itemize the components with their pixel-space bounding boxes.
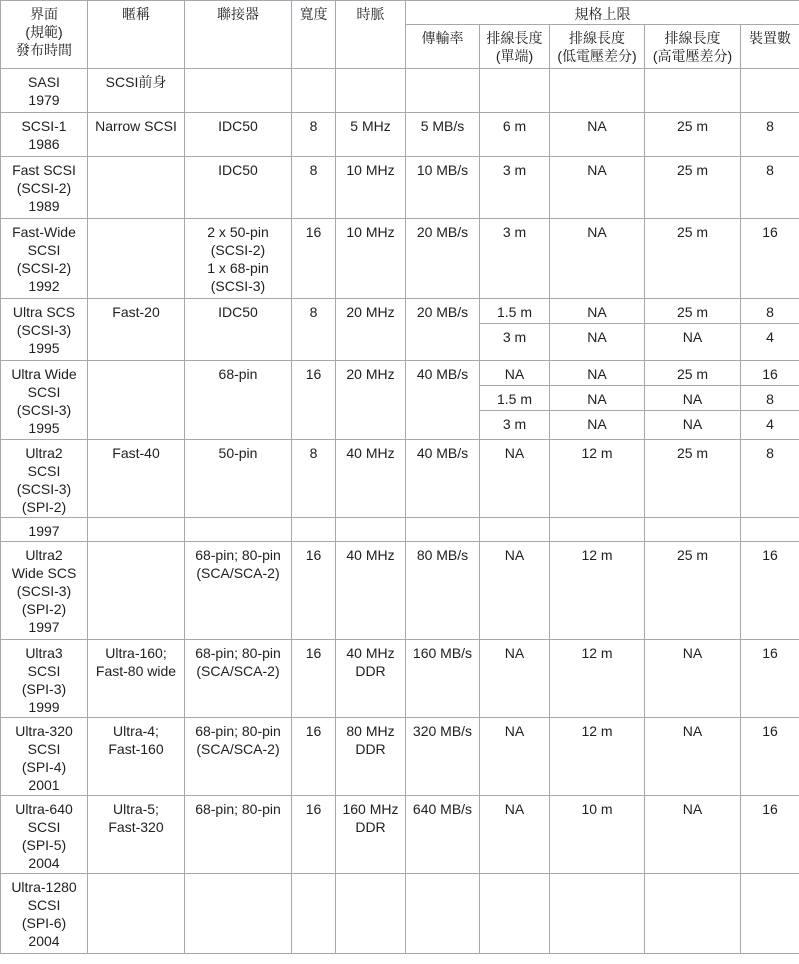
width-cell: 16	[292, 718, 336, 796]
len-lvd-cell: 12 m	[550, 718, 645, 796]
interface-cell-line: SCSI	[27, 819, 61, 835]
nickname-cell	[88, 113, 185, 157]
nickname-cell	[88, 361, 185, 440]
interface-cell-line: SCSI	[27, 663, 61, 679]
len-single-ended-cell: 3 m	[480, 324, 550, 361]
clock-cell	[336, 113, 406, 157]
table-body	[1, 69, 799, 954]
len-hvd-cell: NA	[645, 718, 741, 796]
connector-cell	[185, 796, 292, 874]
len-hvd-cell: 25 m	[645, 299, 741, 324]
connector-cell-line: 68-pin; 80-pin	[195, 547, 281, 563]
interface-cell-line: SCSI-1	[21, 118, 67, 134]
interface-cell-line: Ultra2	[25, 547, 63, 563]
rate-cell: 160 MB/s	[406, 640, 480, 718]
nickname-cell	[88, 219, 185, 299]
nickname-cell-line: Fast-320	[108, 819, 164, 835]
len-hvd-cell: NA	[645, 796, 741, 874]
rate-cell: 40 MB/s	[406, 361, 480, 440]
rate-cell	[406, 874, 480, 954]
devices-cell: 8	[741, 113, 799, 157]
table-row	[1, 640, 799, 718]
header-interface	[1, 1, 88, 69]
connector-cell-line: IDC50	[218, 304, 258, 320]
clock-cell-line: 160 MHz	[342, 801, 399, 817]
len-single-ended-cell	[480, 874, 550, 954]
connector-cell-line: (SCA/SCA-2)	[196, 565, 280, 581]
header-len-se-line2: (單端)	[495, 48, 534, 64]
interface-cell	[1, 542, 88, 640]
interface-cell-line: SASI	[28, 74, 60, 90]
interface-cell-line: Ultra SCS	[12, 304, 76, 320]
len-single-ended-cell	[480, 518, 550, 542]
nickname-cell	[88, 157, 185, 219]
interface-cell	[1, 718, 88, 796]
nickname-cell-line: Ultra-4;	[113, 723, 159, 739]
table-row	[1, 542, 799, 640]
len-single-ended-cell: NA	[480, 718, 550, 796]
rate-cell	[406, 69, 480, 113]
devices-cell: 16	[741, 219, 799, 299]
devices-cell	[741, 69, 799, 113]
interface-cell-line: 1986	[28, 136, 60, 152]
interface-cell-line: 1989	[28, 198, 60, 214]
table-row	[1, 69, 799, 113]
interface-cell-line: (SCSI-3)	[16, 402, 72, 418]
nickname-cell	[88, 640, 185, 718]
devices-cell: 8	[741, 440, 799, 518]
interface-cell	[1, 440, 88, 518]
devices-cell: 8	[741, 157, 799, 219]
interface-cell-line: SCSI	[27, 897, 61, 913]
width-cell: 16	[292, 796, 336, 874]
nickname-cell	[88, 440, 185, 518]
interface-cell-line: (SPI-5)	[21, 837, 67, 853]
interface-cell-line: (SCSI-2)	[16, 180, 72, 196]
interface-cell-line: (SPI-6)	[21, 915, 67, 931]
len-lvd-cell: 12 m	[550, 640, 645, 718]
header-len-lvd	[550, 25, 645, 69]
clock-cell	[336, 796, 406, 874]
table-row	[1, 718, 799, 796]
interface-cell-line: Ultra-320	[15, 723, 73, 739]
nickname-cell-line: Ultra-5;	[113, 801, 159, 817]
interface-cell	[1, 796, 88, 874]
interface-cell-line: SCSI	[27, 741, 61, 757]
len-single-ended-cell: NA	[480, 440, 550, 518]
connector-cell-line: (SCA/SCA-2)	[196, 663, 280, 679]
nickname-cell	[88, 299, 185, 361]
nickname-cell-line: SCSI前身	[105, 74, 167, 90]
header-len-se-line1: 排線長度	[486, 30, 543, 46]
header-devices: 裝置數	[741, 25, 799, 69]
clock-cell-line: DDR	[355, 819, 386, 835]
interface-cell-line: Ultra-640	[15, 801, 73, 817]
connector-cell	[185, 361, 292, 440]
len-hvd-cell: NA	[645, 640, 741, 718]
clock-cell-line: DDR	[355, 741, 386, 757]
devices-cell: 4	[741, 324, 799, 361]
len-hvd-cell: 25 m	[645, 361, 741, 386]
connector-cell	[185, 440, 292, 518]
interface-cell-line: SCSI	[27, 384, 61, 400]
interface-cell-line: (SPI-2)	[21, 601, 67, 617]
width-cell: 8	[292, 299, 336, 361]
connector-cell	[185, 874, 292, 954]
connector-cell-line: IDC50	[218, 118, 258, 134]
connector-cell-line: 68-pin; 80-pin	[195, 723, 281, 739]
width-cell: 16	[292, 542, 336, 640]
len-single-ended-cell: 3 m	[480, 411, 550, 440]
nickname-cell-line: Fast-160	[108, 741, 164, 757]
interface-cell-line: Fast SCSI	[12, 162, 76, 178]
width-cell	[292, 874, 336, 954]
len-hvd-cell: 25 m	[645, 219, 741, 299]
clock-cell-line: 20 MHz	[346, 304, 395, 320]
len-single-ended-cell: 1.5 m	[480, 299, 550, 324]
nickname-cell	[88, 518, 185, 542]
connector-cell	[185, 718, 292, 796]
nickname-cell-line: Fast-20	[112, 304, 160, 320]
devices-cell: 16	[741, 640, 799, 718]
len-lvd-cell: 12 m	[550, 542, 645, 640]
connector-cell-line: (SCSI-3)	[210, 278, 266, 294]
width-cell: 16	[292, 640, 336, 718]
clock-cell	[336, 157, 406, 219]
header-interface-line2: (規範)	[25, 24, 63, 40]
connector-cell	[185, 219, 292, 299]
clock-cell	[336, 69, 406, 113]
len-lvd-cell: 10 m	[550, 796, 645, 874]
clock-cell	[336, 440, 406, 518]
nickname-cell-line: Narrow SCSI	[95, 118, 177, 134]
rate-cell: 80 MB/s	[406, 542, 480, 640]
len-lvd-cell: NA	[550, 386, 645, 411]
table-row	[1, 113, 799, 157]
len-hvd-cell: 25 m	[645, 440, 741, 518]
header-len-single-ended	[480, 25, 550, 69]
connector-cell-line: IDC50	[218, 162, 258, 178]
interface-cell-line: (SCSI-3)	[16, 583, 72, 599]
len-single-ended-cell	[480, 69, 550, 113]
devices-cell: 16	[741, 718, 799, 796]
table-row	[1, 874, 799, 954]
connector-cell	[185, 157, 292, 219]
header-interface-line1: 界面	[30, 6, 58, 22]
interface-cell-line: (SPI-4)	[21, 759, 67, 775]
devices-cell: 16	[741, 361, 799, 386]
interface-cell-line: Ultra-1280	[11, 879, 77, 895]
table-row	[1, 361, 799, 386]
len-lvd-cell: NA	[550, 299, 645, 324]
nickname-cell-line: Fast-80 wide	[95, 663, 177, 679]
len-lvd-cell: NA	[550, 411, 645, 440]
clock-cell	[336, 299, 406, 361]
rate-cell: 20 MB/s	[406, 299, 480, 361]
connector-cell-line: 68-pin; 80-pin	[195, 801, 281, 817]
table-row	[1, 796, 799, 874]
connector-cell	[185, 518, 292, 542]
rate-cell: 40 MB/s	[406, 440, 480, 518]
header-width: 寬度	[292, 1, 336, 69]
len-hvd-cell: NA	[645, 411, 741, 440]
len-single-ended-cell: NA	[480, 796, 550, 874]
len-single-ended-cell: NA	[480, 542, 550, 640]
width-cell	[292, 69, 336, 113]
connector-cell-line: 2 x 50-pin	[207, 224, 269, 240]
interface-cell-line: 1999	[28, 699, 60, 715]
rate-cell	[406, 518, 480, 542]
interface-cell	[1, 640, 88, 718]
table-row	[1, 518, 799, 542]
rate-cell: 10 MB/s	[406, 157, 480, 219]
connector-cell	[185, 640, 292, 718]
interface-cell-line: 1979	[28, 92, 60, 108]
interface-cell-line: 2004	[28, 855, 60, 871]
len-single-ended-cell: 6 m	[480, 113, 550, 157]
connector-cell	[185, 542, 292, 640]
len-lvd-cell: NA	[550, 219, 645, 299]
interface-cell-line: 1995	[28, 420, 60, 436]
interface-cell-line: SCSI	[27, 463, 61, 479]
connector-cell-line: (SCSI-2)	[210, 242, 266, 258]
interface-cell-line: Ultra2	[25, 445, 63, 461]
table-row	[1, 157, 799, 219]
len-lvd-cell	[550, 69, 645, 113]
clock-cell-line: 10 MHz	[346, 162, 395, 178]
clock-cell-line: 40 MHz	[346, 445, 395, 461]
table-row	[1, 440, 799, 518]
devices-cell	[741, 874, 799, 954]
len-hvd-cell: NA	[645, 386, 741, 411]
header-nickname: 暱稱	[88, 1, 185, 69]
len-lvd-cell: 12 m	[550, 440, 645, 518]
connector-cell	[185, 69, 292, 113]
interface-cell	[1, 361, 88, 440]
connector-cell	[185, 299, 292, 361]
clock-cell	[336, 219, 406, 299]
connector-cell-line: 68-pin; 80-pin	[195, 645, 281, 661]
interface-cell	[1, 69, 88, 113]
clock-cell	[336, 874, 406, 954]
interface-cell-line: 1997	[28, 619, 60, 635]
devices-cell: 16	[741, 542, 799, 640]
width-cell: 8	[292, 157, 336, 219]
interface-cell	[1, 874, 88, 954]
interface-cell-line: (SCSI-3)	[16, 322, 72, 338]
clock-cell-line: 40 MHz	[346, 645, 395, 661]
width-cell: 8	[292, 113, 336, 157]
width-cell	[292, 518, 336, 542]
interface-cell-line: (SPI-3)	[21, 681, 67, 697]
len-hvd-cell: 25 m	[645, 542, 741, 640]
len-hvd-cell: 25 m	[645, 157, 741, 219]
clock-cell	[336, 718, 406, 796]
len-lvd-cell	[550, 874, 645, 954]
nickname-cell	[88, 796, 185, 874]
rate-cell: 320 MB/s	[406, 718, 480, 796]
clock-cell	[336, 640, 406, 718]
table-row	[1, 299, 799, 324]
rate-cell: 20 MB/s	[406, 219, 480, 299]
header-rate: 傳輸率	[406, 25, 480, 69]
nickname-cell	[88, 874, 185, 954]
len-single-ended-cell: 3 m	[480, 157, 550, 219]
width-cell: 8	[292, 440, 336, 518]
len-single-ended-cell: NA	[480, 361, 550, 386]
connector-cell-line: 68-pin	[218, 366, 258, 382]
clock-cell-line: 20 MHz	[346, 366, 395, 382]
header-limits: 規格上限	[406, 1, 799, 25]
interface-cell-line: 2001	[28, 777, 60, 793]
interface-cell	[1, 299, 88, 361]
rate-cell: 5 MB/s	[406, 113, 480, 157]
len-hvd-cell: NA	[645, 324, 741, 361]
interface-cell-line: Ultra3	[25, 645, 63, 661]
devices-cell: 16	[741, 796, 799, 874]
len-lvd-cell: NA	[550, 157, 645, 219]
interface-cell-line: 1992	[28, 278, 60, 294]
clock-cell-line: 40 MHz	[346, 547, 395, 563]
header-connector: 聯接器	[185, 1, 292, 69]
clock-cell	[336, 518, 406, 542]
interface-cell	[1, 113, 88, 157]
header-len-lvd-line1: 排線長度	[569, 30, 625, 46]
len-lvd-cell	[550, 518, 645, 542]
header-len-hvd-line1: 排線長度	[664, 30, 721, 46]
len-single-ended-cell: NA	[480, 640, 550, 718]
interface-cell-line: (SPI-2)	[21, 499, 67, 515]
interface-cell-line: Fast-Wide	[12, 224, 76, 240]
connector-cell-line: 1 x 68-pin	[207, 260, 269, 276]
clock-cell-line: DDR	[355, 663, 386, 679]
len-lvd-cell: NA	[550, 113, 645, 157]
header-len-hvd-line2: (高電壓差分)	[652, 48, 733, 64]
len-hvd-cell: 25 m	[645, 113, 741, 157]
devices-cell	[741, 518, 799, 542]
nickname-cell	[88, 542, 185, 640]
len-hvd-cell	[645, 69, 741, 113]
clock-cell	[336, 542, 406, 640]
interface-cell-line: 2004	[28, 933, 60, 949]
width-cell: 16	[292, 361, 336, 440]
nickname-cell-line: Fast-40	[112, 445, 160, 461]
rate-cell: 640 MB/s	[406, 796, 480, 874]
len-lvd-cell: NA	[550, 361, 645, 386]
connector-cell	[185, 113, 292, 157]
nickname-cell	[88, 69, 185, 113]
interface-cell-line: (SCSI-2)	[16, 260, 72, 276]
len-single-ended-cell: 3 m	[480, 219, 550, 299]
len-lvd-cell: NA	[550, 324, 645, 361]
interface-cell	[1, 518, 88, 542]
nickname-cell	[88, 718, 185, 796]
len-hvd-cell	[645, 874, 741, 954]
connector-cell-line: 50-pin	[218, 445, 258, 461]
connector-cell-line: (SCA/SCA-2)	[196, 741, 280, 757]
clock-cell-line: 5 MHz	[350, 118, 391, 134]
header-len-lvd-line2: (低電壓差分)	[557, 48, 637, 64]
len-single-ended-cell: 1.5 m	[480, 386, 550, 411]
clock-cell	[336, 361, 406, 440]
interface-cell	[1, 219, 88, 299]
header-clock: 時脈	[336, 1, 406, 69]
interface-cell-line: 1997	[28, 523, 60, 539]
width-cell: 16	[292, 219, 336, 299]
header-len-hvd	[645, 25, 741, 69]
clock-cell-line: 80 MHz	[346, 723, 395, 739]
interface-cell-line: Wide SCS	[11, 565, 77, 581]
devices-cell: 8	[741, 386, 799, 411]
len-hvd-cell	[645, 518, 741, 542]
header-interface-line3: 發布時間	[16, 42, 72, 58]
devices-cell: 8	[741, 299, 799, 324]
interface-cell-line: 1995	[28, 340, 60, 356]
table-row	[1, 219, 799, 299]
interface-cell-line: (SCSI-3)	[16, 481, 72, 497]
devices-cell: 4	[741, 411, 799, 440]
interface-cell-line: Ultra Wide	[11, 366, 77, 382]
interface-cell-line: SCSI	[27, 242, 61, 258]
clock-cell-line: 10 MHz	[346, 224, 395, 240]
interface-cell	[1, 157, 88, 219]
nickname-cell-line: Ultra-160;	[105, 645, 167, 661]
